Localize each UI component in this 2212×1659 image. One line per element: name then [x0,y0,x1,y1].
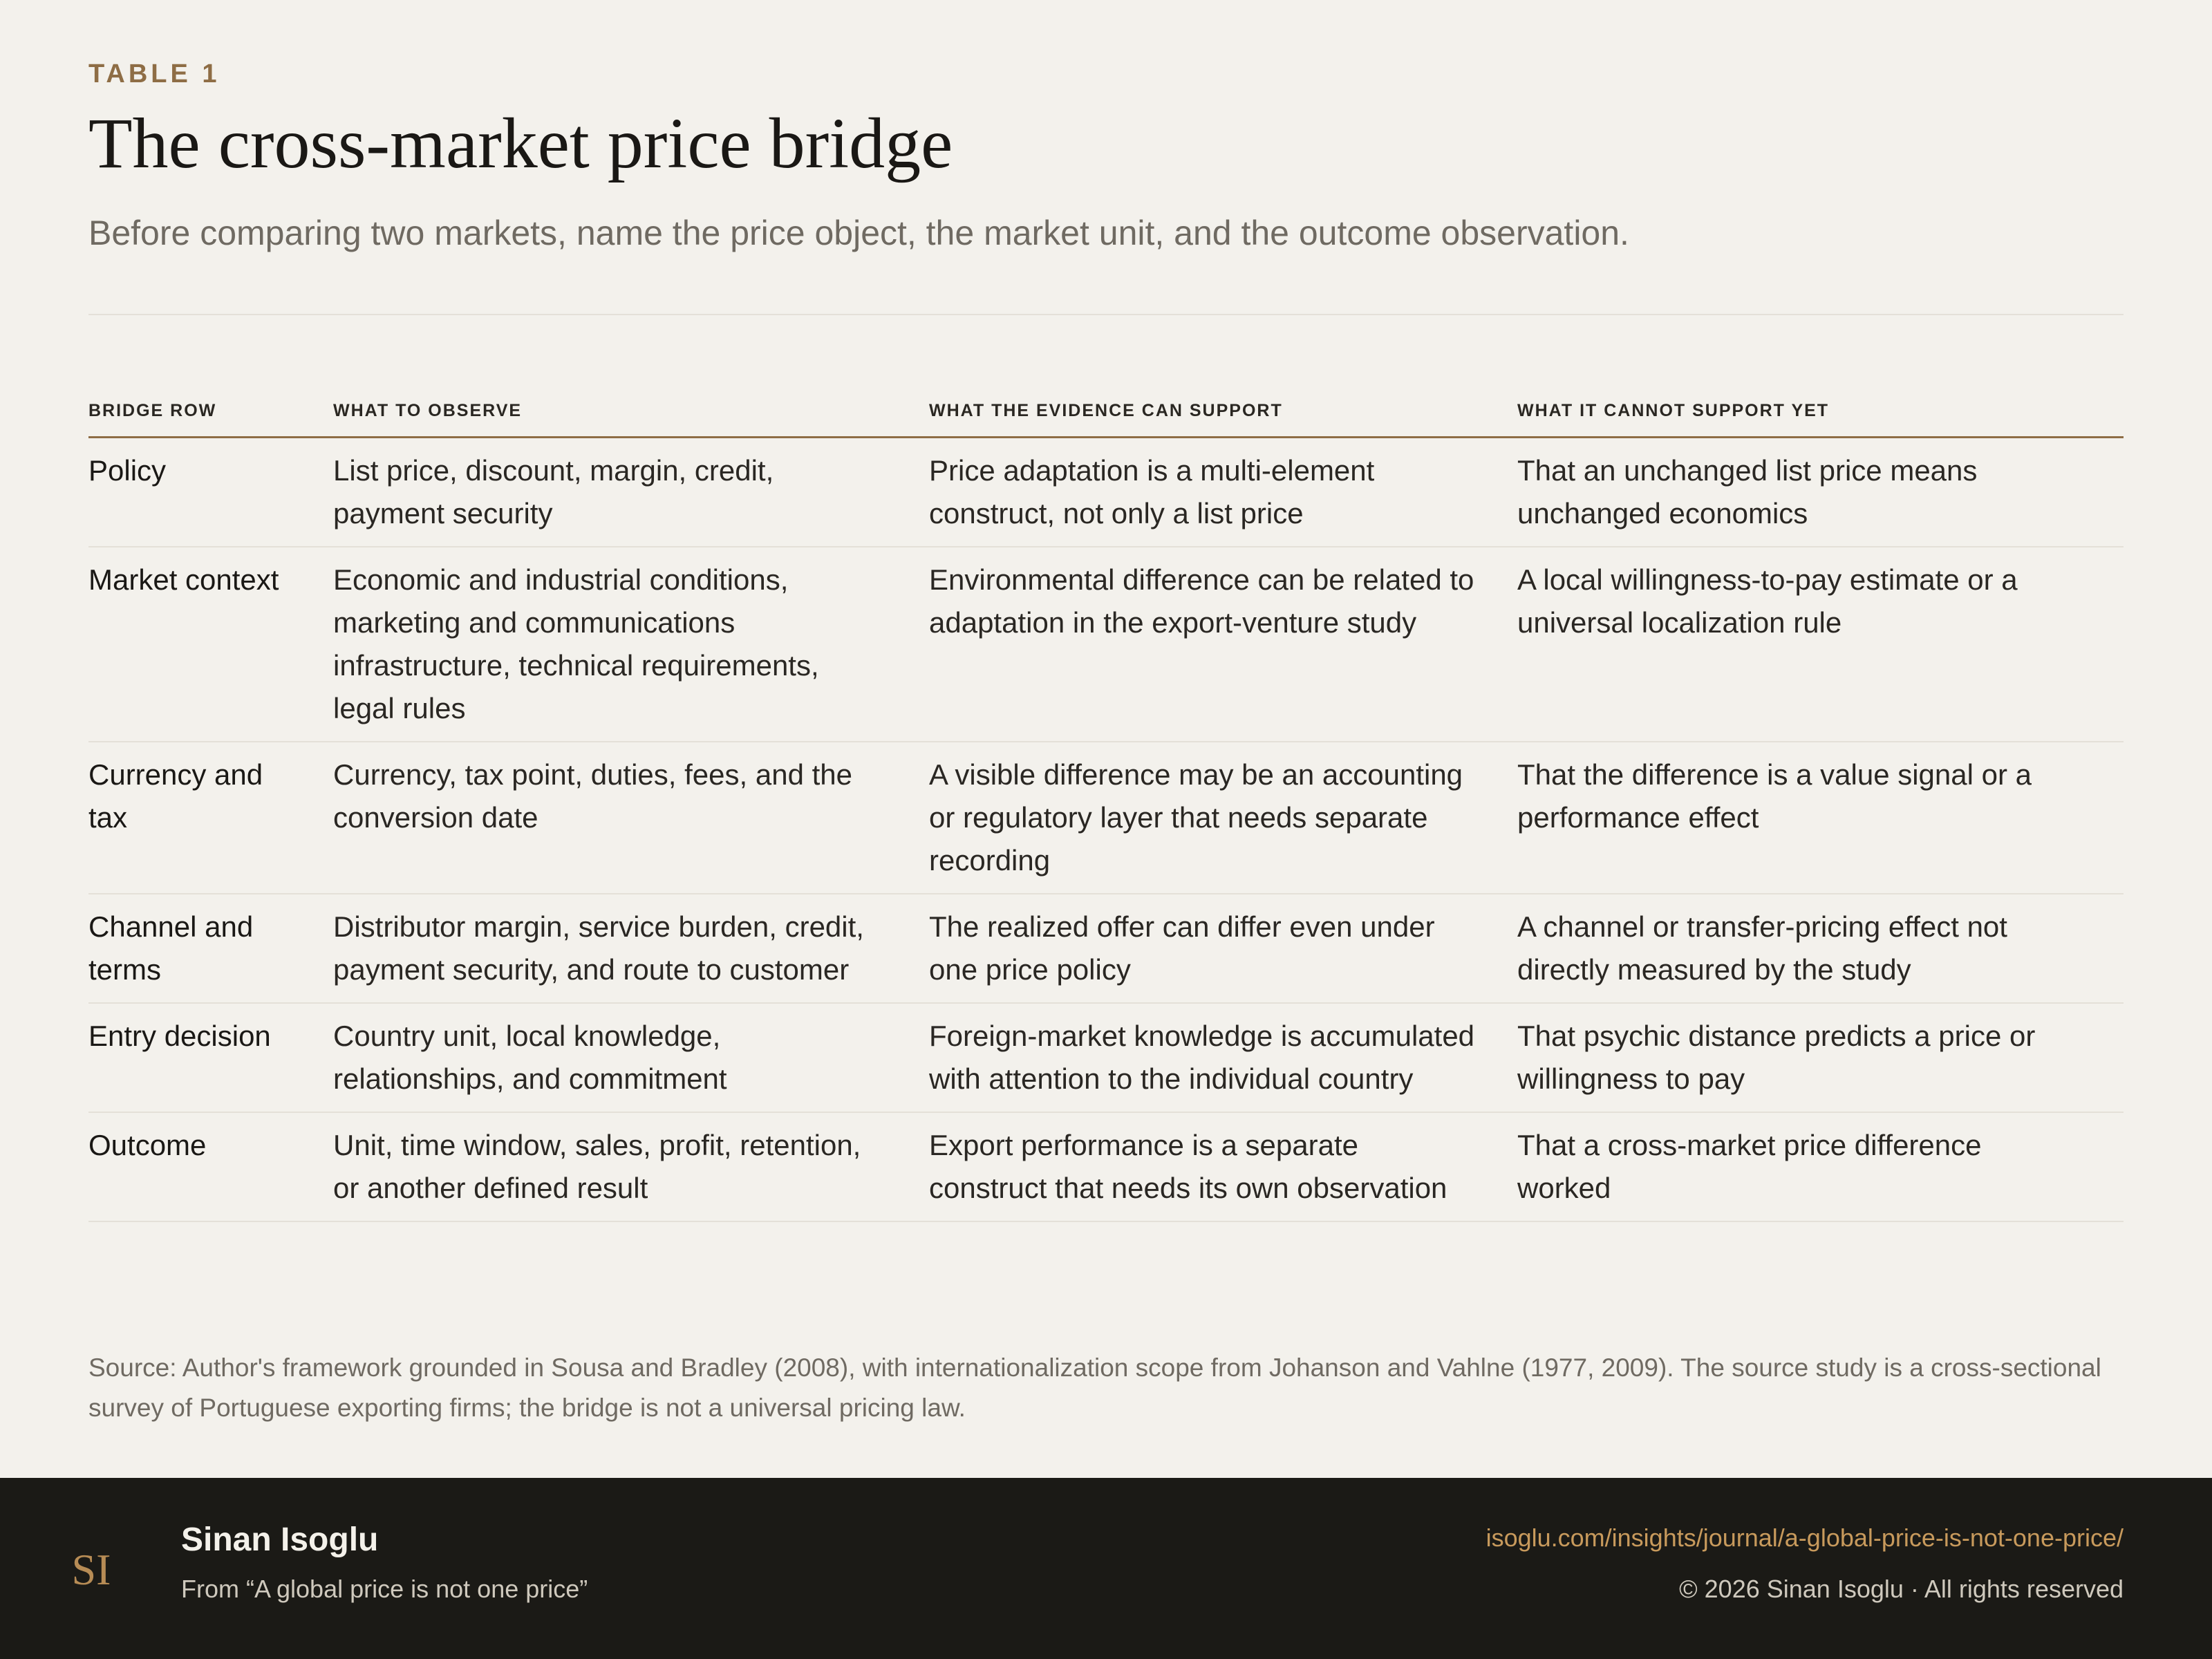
observe-cell: List price, discount, margin, credit, payment security [333,438,929,547]
source-note: Source: Author's framework grounded in Sousa and Bradley (2008), with internationalization scope from Johanson and Vahlne (1977, 2009). The source study is a cross-sectional survey of Portuguese exporting firms; the bridge is not a universal pricing law. [88,1353,2101,1422]
supports-cell: Price adaptation is a multi-element construct, not only a list price [929,438,1517,547]
supports-cell: Export performance is a separate construct that needs its own observation [929,1112,1517,1221]
cannot-support-cell: That psychic distance predicts a price or willingness to pay [1517,1003,2124,1112]
table-row [88,894,2124,1003]
cannot-support-cell: A local willingness-to-pay estimate or a universal localization rule [1517,547,2124,742]
table-row [88,438,2124,547]
observe-cell: Economic and industrial conditions, marketing and communications infrastructure, technical requirements, legal rules [333,547,929,742]
table-row [88,1003,2124,1112]
article-reference: From “A global price is not one price” [181,1575,588,1603]
table-number: TABLE 1 [88,59,221,88]
row-label: Market context [88,547,333,742]
supports-cell: Environmental difference can be related to adaptation in the export-venture study [929,547,1517,742]
svg-text:SI: SI [71,1545,111,1594]
observe-cell: Distributor margin, service burden, credit, payment security, and route to customer [333,894,929,1003]
cannot-support-cell: A channel or transfer-pricing effect not directly measured by the study [1517,894,2124,1003]
table-header-row [88,401,2124,438]
supports-cell: The realized offer can differ even under one price policy [929,894,1517,1003]
page-title: The cross-market price bridge [88,104,953,183]
column-header-bridge-row: BRIDGE ROW [88,401,333,438]
row-label: Channel and terms [88,894,333,1003]
table-row [88,742,2124,894]
supports-cell: A visible difference may be an accounting or regulatory layer that needs separate recording [929,742,1517,894]
table-row [88,547,2124,742]
article-link[interactable]: isoglu.com/insights/journal/a-global-price-is-not-one-price/ [1485,1524,2124,1552]
cannot-support-cell: That the difference is a value signal or a performance effect [1517,742,2124,894]
row-label: Outcome [88,1112,333,1221]
observe-cell: Currency, tax point, duties, fees, and the conversion date [333,742,929,894]
column-header-what-to-observe: WHAT TO OBSERVE [333,401,929,438]
footer [0,1478,2212,1659]
monogram-logo-icon [64,1541,119,1597]
column-header-cannot-support: WHAT IT CANNOT SUPPORT YET [1517,401,2124,438]
column-header-evidence-supports: WHAT THE EVIDENCE CAN SUPPORT [929,401,1517,438]
page-subtitle: Before comparing two markets, name the price object, the market unit, and the outcome observation. [88,214,1629,252]
row-label: Policy [88,438,333,547]
bridge-table [88,401,2124,1222]
row-label: Currency and tax [88,742,333,894]
observe-cell: Unit, time window, sales, profit, retention, or another defined result [333,1112,929,1221]
supports-cell: Foreign-market knowledge is accumulated with attention to the individual country [929,1003,1517,1112]
divider [88,314,2124,315]
row-label: Entry decision [88,1003,333,1112]
author-name: Sinan Isoglu [181,1521,379,1558]
cannot-support-cell: That an unchanged list price means unchanged economics [1517,438,2124,547]
cannot-support-cell: That a cross-market price difference worked [1517,1112,2124,1221]
observe-cell: Country unit, local knowledge, relationships, and commitment [333,1003,929,1112]
table-row [88,1112,2124,1221]
copyright: © 2026 Sinan Isoglu · All rights reserved [1679,1575,2124,1603]
